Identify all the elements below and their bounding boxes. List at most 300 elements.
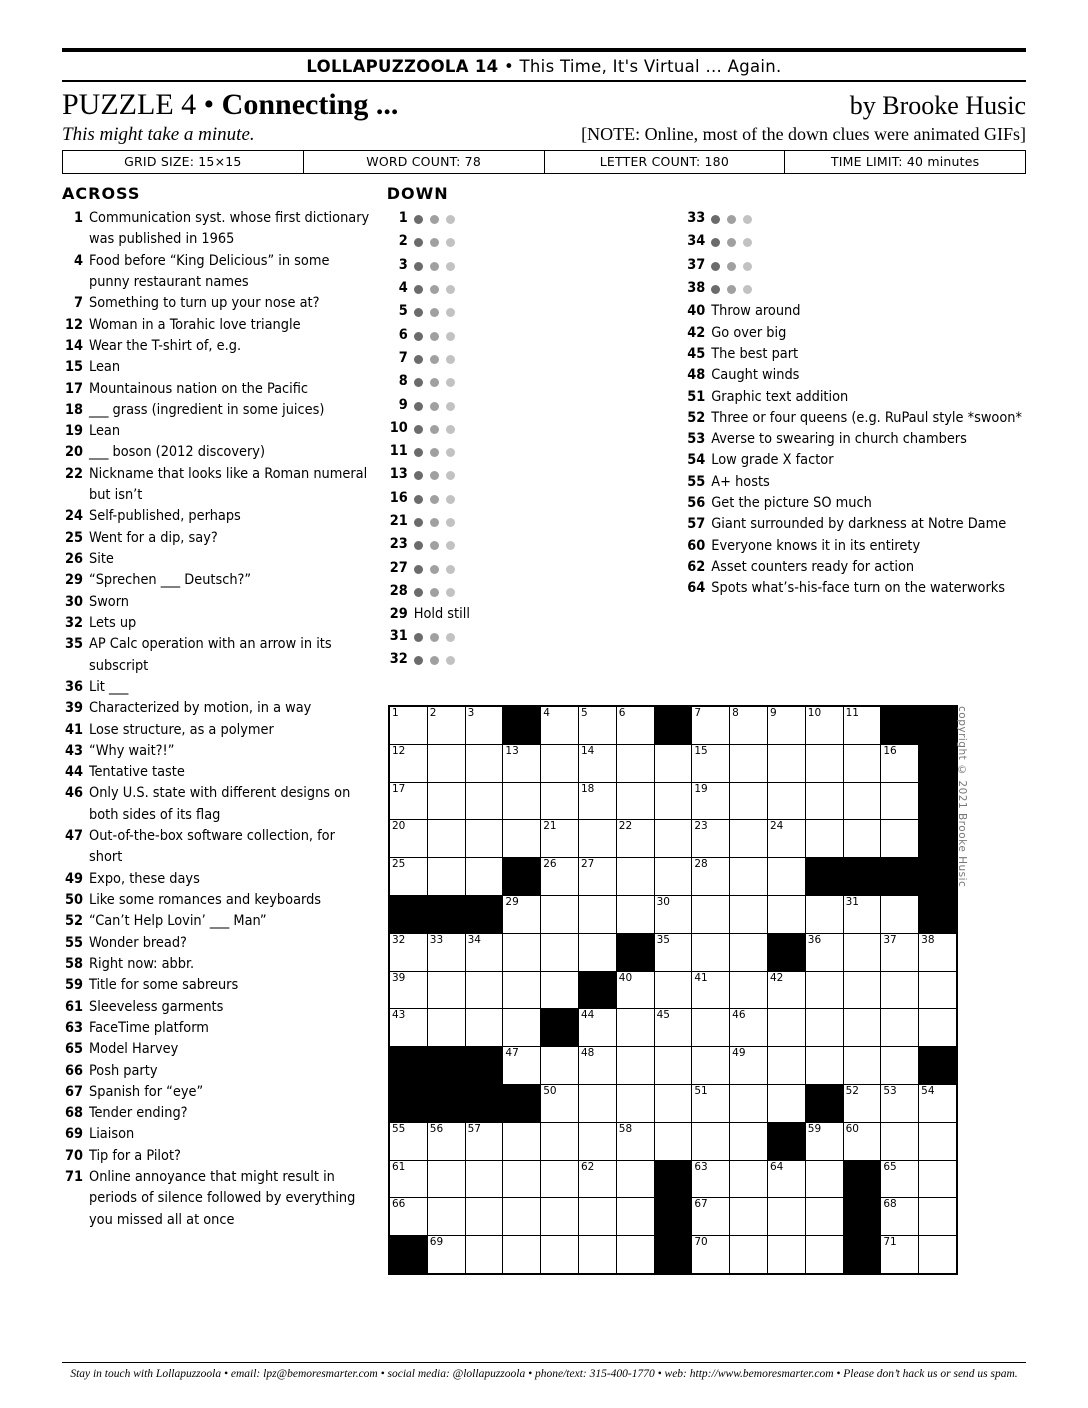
clue-item[interactable] (684, 278, 1026, 301)
grid-cell[interactable] (730, 858, 768, 896)
grid-cell[interactable] (767, 1084, 805, 1122)
clue-item[interactable] (387, 649, 669, 672)
clue-item[interactable] (62, 357, 371, 378)
grid-cell[interactable] (389, 1198, 427, 1236)
grid-cell[interactable] (692, 971, 730, 1009)
grid-cell[interactable] (503, 895, 541, 933)
clue-item[interactable] (387, 604, 669, 625)
grid-cell[interactable] (881, 1122, 919, 1160)
clue-item[interactable] (62, 1018, 371, 1039)
grid-cell[interactable] (805, 1122, 843, 1160)
grid-cell[interactable] (730, 744, 768, 782)
grid-cell[interactable] (616, 706, 654, 744)
clue-item[interactable] (62, 442, 371, 463)
grid-cell[interactable] (465, 858, 503, 896)
clue-item[interactable] (387, 301, 669, 324)
grid-cell[interactable] (730, 820, 768, 858)
grid-cell-number: 27 (580, 858, 595, 871)
grid-cell[interactable] (654, 933, 692, 971)
clue-item[interactable] (684, 557, 1026, 578)
clue-number: 58 (64, 955, 83, 972)
grid-cell[interactable] (427, 858, 465, 896)
grid-cell[interactable] (616, 782, 654, 820)
grid-cell[interactable] (427, 706, 465, 744)
grid-cell[interactable] (767, 744, 805, 782)
grid-cell[interactable] (578, 1047, 616, 1085)
grid-cell[interactable] (616, 1236, 654, 1274)
clue-item[interactable] (387, 231, 669, 254)
grid-cell-number: 51 (694, 1084, 708, 1097)
grid-cell[interactable] (654, 895, 692, 933)
clue-item[interactable] (62, 592, 371, 613)
grid-cell[interactable] (843, 933, 881, 971)
clue-item[interactable] (62, 1124, 371, 1145)
clue-item[interactable] (684, 429, 1026, 450)
clue-text: “Why wait?!” (89, 742, 175, 759)
grid-cell-number: 67 (694, 1198, 708, 1211)
crossword-grid-wrap (388, 705, 941, 1275)
grid-cell[interactable] (805, 971, 843, 1009)
clue-item[interactable] (387, 534, 669, 557)
grid-cell[interactable] (578, 782, 616, 820)
grid-cell[interactable] (465, 971, 503, 1009)
grid-cell[interactable] (881, 933, 919, 971)
grid-cell[interactable] (503, 933, 541, 971)
grid-cell[interactable] (427, 1009, 465, 1047)
clue-item[interactable] (387, 325, 669, 348)
grid-cell[interactable] (654, 744, 692, 782)
clue-item[interactable] (62, 698, 371, 719)
grid-cell[interactable] (767, 1047, 805, 1085)
clue-item[interactable] (62, 421, 371, 442)
grid-cell[interactable] (427, 1236, 465, 1274)
grid-cell-block (541, 1009, 579, 1047)
grid-cell[interactable] (919, 933, 957, 971)
grid-cell[interactable] (843, 895, 881, 933)
grid-cell[interactable] (654, 1084, 692, 1122)
grid-cell[interactable] (389, 1009, 427, 1047)
grid-cell-number: 23 (694, 820, 708, 833)
grid-cell[interactable] (578, 820, 616, 858)
clue-item[interactable] (387, 441, 669, 464)
grid-cell-number: 53 (883, 1084, 897, 1097)
grid-cell[interactable] (692, 706, 730, 744)
grid-cell[interactable] (805, 706, 843, 744)
animated-gif-placeholder-icon (414, 464, 455, 480)
clue-item[interactable] (387, 371, 669, 394)
grid-cell[interactable] (692, 1009, 730, 1047)
clue-item[interactable] (387, 255, 669, 278)
grid-cell[interactable] (881, 1236, 919, 1274)
clue-item[interactable] (62, 677, 371, 698)
grid-cell[interactable] (503, 1047, 541, 1085)
grid-cell-number: 22 (618, 820, 633, 833)
grid-cell[interactable] (843, 782, 881, 820)
clue-number: 32 (64, 614, 83, 631)
grid-cell[interactable] (503, 820, 541, 858)
grid-cell[interactable] (616, 820, 654, 858)
grid-cell[interactable] (503, 744, 541, 782)
grid-cell[interactable] (654, 820, 692, 858)
grid-cell[interactable] (465, 1198, 503, 1236)
clue-item[interactable] (62, 528, 371, 549)
clue-item[interactable] (62, 762, 371, 783)
clue-item[interactable] (387, 418, 669, 441)
clue-item[interactable] (684, 472, 1026, 493)
clue-number: 43 (64, 742, 83, 759)
grid-cell[interactable] (843, 706, 881, 744)
grid-cell[interactable] (503, 1009, 541, 1047)
clue-item[interactable] (684, 578, 1026, 599)
grid-cell[interactable] (427, 933, 465, 971)
grid-cell[interactable] (843, 1122, 881, 1160)
clue-item[interactable] (387, 208, 669, 231)
grid-cell[interactable] (541, 820, 579, 858)
clue-item[interactable] (684, 323, 1026, 344)
clue-text: Lit ___ (89, 678, 129, 695)
grid-cell[interactable] (616, 971, 654, 1009)
grid-cell[interactable] (578, 1009, 616, 1047)
clue-item[interactable] (684, 493, 1026, 514)
grid-cell[interactable] (692, 1160, 730, 1198)
grid-cell[interactable] (843, 744, 881, 782)
clue-text: Wear the T-shirt of, e.g. (89, 337, 242, 354)
grid-cell[interactable] (541, 1198, 579, 1236)
clue-number: 19 (64, 423, 83, 440)
grid-cell[interactable] (881, 782, 919, 820)
grid-cell[interactable] (654, 782, 692, 820)
grid-cell[interactable] (692, 820, 730, 858)
grid-cell[interactable] (465, 1009, 503, 1047)
clue-item[interactable] (62, 783, 371, 826)
clue-item[interactable] (62, 506, 371, 527)
grid-cell[interactable] (805, 1047, 843, 1085)
clue-item[interactable] (684, 536, 1026, 557)
clue-item[interactable] (684, 365, 1026, 386)
clue-item[interactable] (684, 408, 1026, 429)
clue-item[interactable] (62, 570, 371, 591)
grid-cell[interactable] (616, 1009, 654, 1047)
grid-cell[interactable] (465, 1160, 503, 1198)
clue-text: Throw around (711, 303, 801, 320)
clue-item[interactable] (62, 933, 371, 954)
grid-cell[interactable] (427, 820, 465, 858)
grid-cell[interactable] (616, 858, 654, 896)
grid-cell[interactable] (919, 1009, 957, 1047)
clue-item[interactable] (387, 278, 669, 301)
clue-item[interactable] (62, 613, 371, 634)
grid-cell[interactable] (427, 1198, 465, 1236)
clue-item[interactable] (684, 344, 1026, 365)
stats-bar (62, 150, 1026, 174)
clue-number: 61 (64, 998, 83, 1015)
grid-cell[interactable] (692, 1084, 730, 1122)
subtitle-row (62, 122, 1026, 150)
grid-cell[interactable] (692, 1122, 730, 1160)
grid-cell[interactable] (541, 706, 579, 744)
grid-cell[interactable] (805, 1236, 843, 1274)
clue-item[interactable] (62, 826, 371, 869)
grid-cell[interactable] (578, 858, 616, 896)
animated-gif-placeholder-icon (711, 255, 752, 271)
grid-cell[interactable] (767, 1236, 805, 1274)
clue-item[interactable] (62, 464, 371, 507)
grid-cell[interactable] (389, 820, 427, 858)
clue-item[interactable] (684, 255, 1026, 278)
grid-cell[interactable] (881, 895, 919, 933)
grid-cell[interactable] (427, 744, 465, 782)
grid-cell[interactable] (503, 1236, 541, 1274)
grid-cell[interactable] (881, 971, 919, 1009)
grid-cell[interactable] (578, 933, 616, 971)
clue-number: 7 (73, 295, 83, 312)
clue-item[interactable] (387, 581, 669, 604)
clue-item[interactable] (387, 488, 669, 511)
grid-cell[interactable] (389, 858, 427, 896)
grid-cell[interactable] (805, 933, 843, 971)
clue-item[interactable] (387, 626, 669, 649)
grid-cell[interactable] (692, 895, 730, 933)
grid-cell[interactable] (730, 1236, 768, 1274)
grid-cell[interactable] (389, 706, 427, 744)
grid-cell[interactable] (767, 1160, 805, 1198)
grid-cell[interactable] (730, 706, 768, 744)
grid-cell[interactable] (805, 1198, 843, 1236)
grid-cell[interactable] (730, 1009, 768, 1047)
stat-time-limit: TIME LIMIT: 40 minutes (830, 154, 980, 169)
grid-cell[interactable] (919, 1084, 957, 1122)
grid-cell[interactable] (881, 1198, 919, 1236)
clue-number: 26 (64, 551, 83, 567)
grid-cell[interactable] (503, 971, 541, 1009)
grid-cell[interactable] (730, 1198, 768, 1236)
crossword-grid[interactable] (388, 705, 958, 1275)
grid-cell[interactable] (541, 1236, 579, 1274)
grid-cell[interactable] (767, 971, 805, 1009)
grid-cell[interactable] (692, 782, 730, 820)
grid-cell[interactable] (919, 971, 957, 1009)
clue-item[interactable] (387, 511, 669, 534)
grid-cell[interactable] (692, 858, 730, 896)
grid-cell[interactable] (881, 1009, 919, 1047)
grid-cell[interactable] (578, 1122, 616, 1160)
grid-cell[interactable] (578, 706, 616, 744)
grid-cell[interactable] (616, 1047, 654, 1085)
grid-cell[interactable] (654, 971, 692, 1009)
grid-cell[interactable] (805, 895, 843, 933)
grid-cell[interactable] (578, 744, 616, 782)
grid-cell[interactable] (692, 1198, 730, 1236)
grid-cell[interactable] (881, 744, 919, 782)
clue-item[interactable] (62, 379, 371, 400)
grid-cell[interactable] (389, 782, 427, 820)
grid-cell[interactable] (805, 782, 843, 820)
grid-cell[interactable] (805, 744, 843, 782)
grid-cell[interactable] (767, 706, 805, 744)
grid-cell[interactable] (616, 1122, 654, 1160)
grid-cell[interactable] (465, 1236, 503, 1274)
grid-cell[interactable] (730, 1122, 768, 1160)
grid-cell[interactable] (692, 1236, 730, 1274)
grid-cell[interactable] (654, 1122, 692, 1160)
grid-cell[interactable] (692, 744, 730, 782)
grid-cell[interactable] (654, 858, 692, 896)
grid-cell[interactable] (767, 895, 805, 933)
grid-cell[interactable] (541, 895, 579, 933)
grid-cell[interactable] (578, 895, 616, 933)
grid-cell-number: 20 (392, 820, 406, 833)
clue-item[interactable] (684, 231, 1026, 254)
clue-number: 57 (687, 516, 706, 533)
grid-cell[interactable] (881, 1160, 919, 1198)
grid-cell[interactable] (843, 1009, 881, 1047)
grid-cell[interactable] (843, 1047, 881, 1085)
grid-cell[interactable] (730, 971, 768, 1009)
grid-cell[interactable] (465, 744, 503, 782)
clue-item[interactable] (684, 387, 1026, 408)
grid-cell[interactable] (503, 782, 541, 820)
clue-item[interactable] (62, 634, 371, 677)
clue-item[interactable] (62, 208, 371, 251)
grid-cell[interactable] (767, 1198, 805, 1236)
grid-row (389, 1122, 957, 1160)
grid-cell[interactable] (389, 744, 427, 782)
grid-cell-block (654, 1236, 692, 1274)
grid-cell[interactable] (881, 820, 919, 858)
grid-cell[interactable] (919, 1122, 957, 1160)
clue-item[interactable] (387, 395, 669, 418)
grid-cell[interactable] (541, 1084, 579, 1122)
grid-cell[interactable] (465, 933, 503, 971)
clue-item[interactable] (684, 514, 1026, 535)
grid-cell[interactable] (881, 1084, 919, 1122)
grid-cell[interactable] (541, 1122, 579, 1160)
grid-cell[interactable] (616, 744, 654, 782)
grid-cell[interactable] (541, 933, 579, 971)
grid-cell[interactable] (692, 933, 730, 971)
clue-item[interactable] (62, 1039, 371, 1060)
clue-item[interactable] (62, 997, 371, 1018)
clue-item[interactable] (62, 954, 371, 975)
clue-item[interactable] (62, 890, 371, 911)
grid-cell[interactable] (616, 1084, 654, 1122)
clue-item[interactable] (62, 720, 371, 741)
grid-cell[interactable] (843, 1084, 881, 1122)
grid-cell[interactable] (427, 782, 465, 820)
clue-item[interactable] (684, 450, 1026, 471)
grid-cell[interactable] (389, 1160, 427, 1198)
grid-cell[interactable] (730, 1160, 768, 1198)
clue-item[interactable] (62, 251, 371, 294)
grid-cell[interactable] (578, 1236, 616, 1274)
grid-cell[interactable] (541, 1047, 579, 1085)
grid-cell-number: 35 (656, 933, 670, 946)
grid-cell[interactable] (919, 1236, 957, 1274)
grid-cell[interactable] (578, 1084, 616, 1122)
grid-cell[interactable] (465, 820, 503, 858)
grid-cell[interactable] (541, 971, 579, 1009)
grid-cell[interactable] (578, 1198, 616, 1236)
grid-cell[interactable] (465, 782, 503, 820)
grid-cell[interactable] (881, 1047, 919, 1085)
grid-cell-number: 42 (769, 971, 784, 984)
grid-cell[interactable] (541, 744, 579, 782)
grid-cell[interactable] (805, 1009, 843, 1047)
grid-cell[interactable] (805, 1160, 843, 1198)
grid-cell[interactable] (503, 1122, 541, 1160)
grid-cell[interactable] (616, 1160, 654, 1198)
clue-item[interactable] (62, 549, 371, 570)
grid-cell[interactable] (503, 1198, 541, 1236)
grid-cell[interactable] (503, 1160, 541, 1198)
clue-item[interactable] (62, 1061, 371, 1082)
grid-cell[interactable] (843, 971, 881, 1009)
clue-item[interactable] (387, 464, 669, 487)
grid-cell[interactable] (389, 971, 427, 1009)
grid-cell[interactable] (767, 782, 805, 820)
grid-cell[interactable] (541, 782, 579, 820)
clue-item[interactable] (62, 975, 371, 996)
clue-item[interactable] (62, 1167, 371, 1231)
clue-item[interactable] (62, 336, 371, 357)
clue-item[interactable] (62, 741, 371, 762)
clue-item[interactable] (62, 1146, 371, 1167)
grid-cell[interactable] (578, 1160, 616, 1198)
grid-cell[interactable] (541, 1160, 579, 1198)
grid-cell[interactable] (730, 895, 768, 933)
grid-cell[interactable] (427, 1122, 465, 1160)
clue-item[interactable] (387, 558, 669, 581)
grid-cell[interactable] (730, 1084, 768, 1122)
clue-item[interactable] (62, 869, 371, 890)
clue-text: Lean (89, 423, 121, 440)
grid-cell[interactable] (616, 895, 654, 933)
grid-cell[interactable] (427, 1160, 465, 1198)
clue-item[interactable] (684, 301, 1026, 322)
grid-cell[interactable] (767, 1009, 805, 1047)
grid-cell[interactable] (730, 1047, 768, 1085)
grid-cell[interactable] (805, 820, 843, 858)
grid-cell[interactable] (767, 858, 805, 896)
grid-cell[interactable] (767, 820, 805, 858)
grid-cell[interactable] (389, 1122, 427, 1160)
grid-cell[interactable] (465, 1122, 503, 1160)
grid-cell[interactable] (541, 858, 579, 896)
grid-cell[interactable] (427, 971, 465, 1009)
grid-cell[interactable] (654, 1009, 692, 1047)
clue-item[interactable] (62, 293, 371, 314)
clue-item[interactable] (62, 1103, 371, 1124)
clue-item[interactable] (387, 348, 669, 371)
grid-cell[interactable] (730, 933, 768, 971)
clue-item[interactable] (62, 1082, 371, 1103)
clue-item[interactable] (62, 400, 371, 421)
grid-cell[interactable] (616, 1198, 654, 1236)
clue-text (414, 649, 669, 672)
grid-cell[interactable] (843, 820, 881, 858)
grid-cell[interactable] (730, 782, 768, 820)
grid-cell[interactable] (389, 933, 427, 971)
clue-item[interactable] (684, 208, 1026, 231)
grid-cell[interactable] (654, 1047, 692, 1085)
grid-cell[interactable] (919, 1160, 957, 1198)
clue-item[interactable] (62, 911, 371, 932)
grid-cell[interactable] (919, 1198, 957, 1236)
stat-letter-count: LETTER COUNT: 180 (545, 151, 786, 173)
clue-item[interactable] (62, 315, 371, 336)
grid-cell[interactable] (692, 1047, 730, 1085)
grid-cell[interactable] (465, 706, 503, 744)
